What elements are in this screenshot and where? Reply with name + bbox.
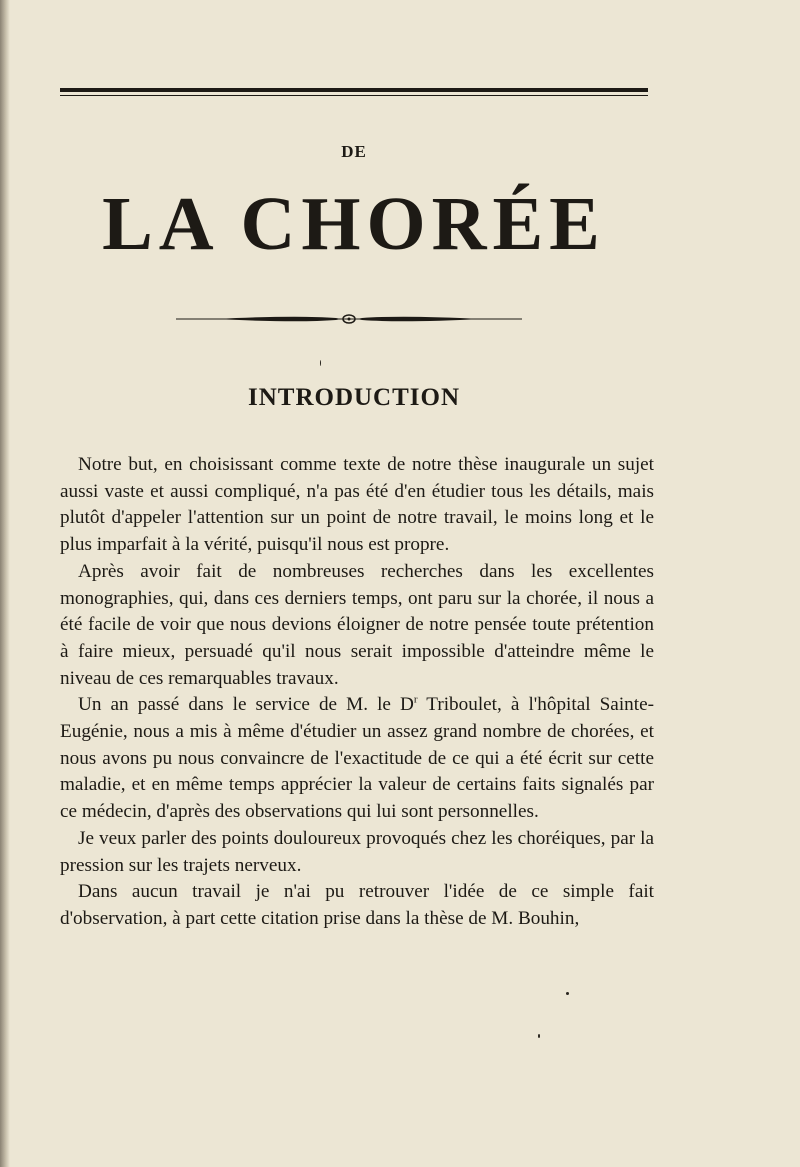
header-double-rule <box>60 88 648 98</box>
page-binding-edge <box>0 0 10 1167</box>
paragraph: Un an passé dans le service de M. le $D^r$ Triboulet, à l'hôpital Sainte-Eugénie, nous a mis à même d'étudier un assez grand nombre de chorées, et nous avons pu nous convaincre de l'exactitude de ce qui a été écrit sur cette maladie, et en même temps apprécier la valeur de certains faits signalés par ce médecin, d'après des observations qui lui sont personnelles. <box>60 693 654 823</box>
ornamental-divider <box>176 311 522 327</box>
paragraph: Après avoir fait de nombreuses recherches dans les excellentes monographies, qui, dans ces derniers temps, ont paru sur la chorée, il nous a été facile de voir que nous devions éloigner de notre pensée toute prétention à faire mieux, persuadé qu'il nous serait impossible d'atteindre même le niveau de ces remarquables travaux. <box>60 560 654 689</box>
pre-title: DE <box>341 142 367 161</box>
paragraph: Notre but, en choisissant comme texte de notre thèse inaugurale un sujet aussi vaste et aussi compliqué, n'a pas été d'en étudier tous les détails, mais plutôt d'appeler l'attention sur un point de notre travail, le moins long et le plus imparfait à la vérité, puisqu'il nous est propre. <box>60 454 654 556</box>
main-title: LA CHORÉE <box>102 182 606 266</box>
body-text <box>60 452 654 933</box>
paragraph: Dans aucun travail je n'ai pu retrouver l'idée de ce simple fait d'observation, à part cette citation prise dans la thèse de M. Bouhin, <box>60 881 654 929</box>
paragraph: Je veux parler des points douloureux provoqués chez les choréiques, par la pression sur les trajets nerveux. <box>60 827 654 876</box>
section-title: INTRODUCTION <box>247 384 461 411</box>
